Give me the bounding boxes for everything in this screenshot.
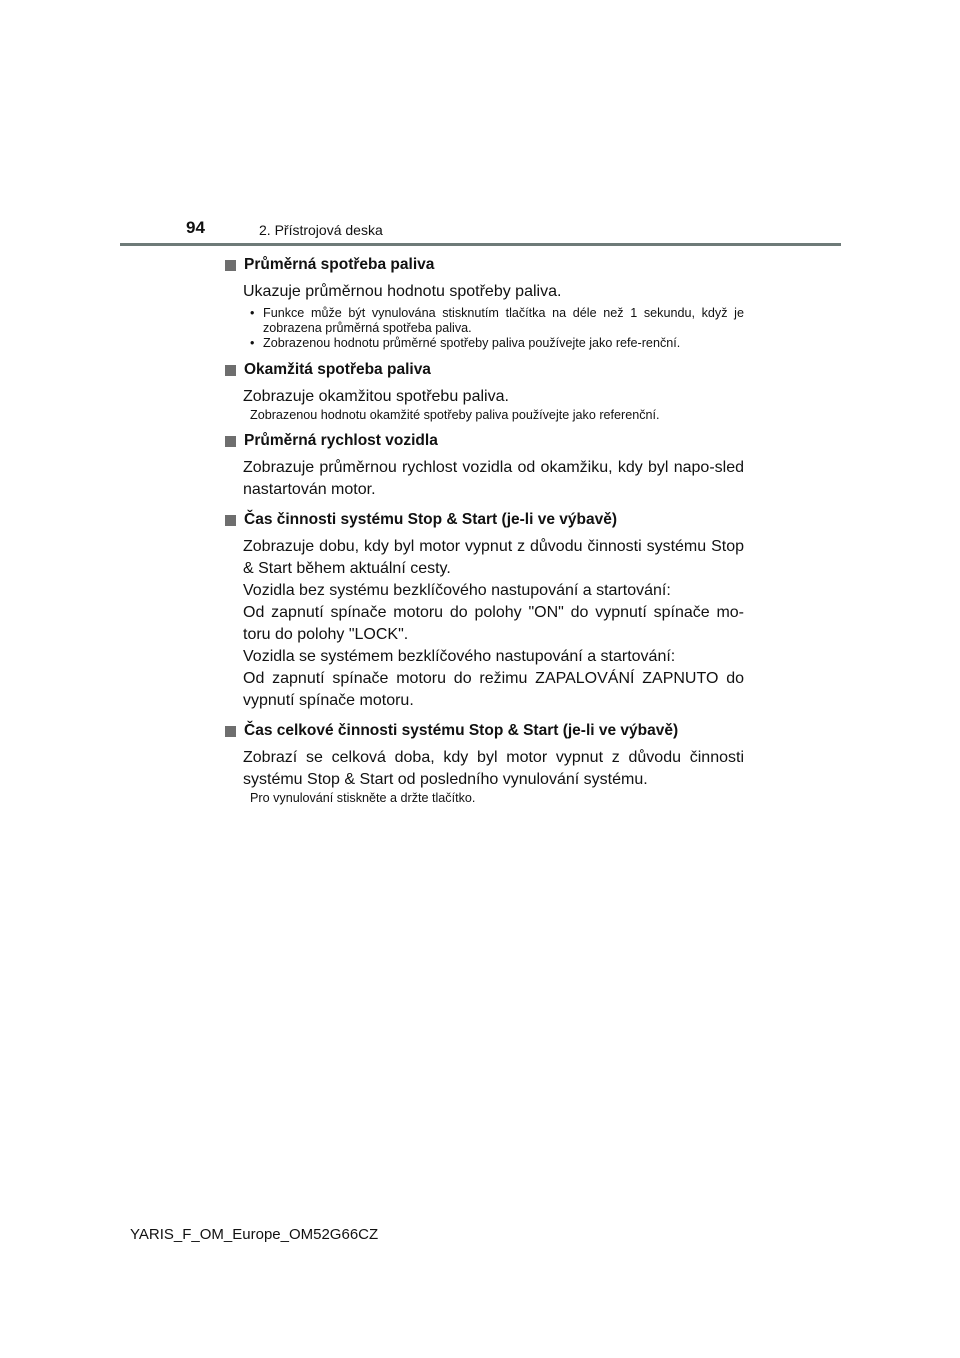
square-bullet-icon: [225, 515, 236, 526]
section-heading-text: Průměrná spotřeba paliva: [244, 256, 435, 273]
section-paragraph: Vozidla bez systému bezklíčového nastupování a startování:: [243, 582, 671, 599]
page-number: 94: [186, 218, 205, 237]
square-bullet-icon: [225, 260, 236, 271]
square-bullet-icon: [225, 726, 236, 737]
section-stop-start-time: [224, 509, 744, 712]
section-stop-start-total-time: [224, 720, 744, 806]
section-heading-text: Čas celkové činnosti systému Stop & Start (je-li ve výbavě): [244, 722, 679, 739]
section-paragraph: Zobrazuje průměrnou rychlost vozidla od okamžiku, kdy byl napo-sled nastartován motor.: [243, 459, 744, 498]
section-paragraph: Od zapnutí spínače motoru do polohy "ON" do vypnutí spínače mo-toru do polohy "LOCK".: [243, 604, 744, 643]
bullet-text: Funkce může být vynulována stisknutím tlačítka na déle než 1 sekundu, když je zobrazena průměrná spotřeba paliva.: [263, 306, 744, 335]
section-heading-text: Průměrná rychlost vozidla: [244, 432, 438, 449]
section-heading: [224, 359, 744, 381]
section-paragraph: Zobrazuje dobu, kdy byl motor vypnut z důvodu činnosti systému Stop & Start během aktuální cesty.: [243, 538, 744, 577]
section-paragraph: Zobrazí se celková doba, kdy byl motor vypnut z důvodu činnosti systému Stop & Start od posledního vynulování systému.: [243, 749, 744, 788]
section-heading: [224, 430, 744, 452]
bullet-dot-icon: •: [250, 306, 255, 320]
square-bullet-icon: [225, 436, 236, 447]
square-bullet-icon: [225, 365, 236, 376]
bullet-text: Zobrazenou hodnotu průměrné spotřeby paliva používejte jako refe-renční.: [263, 336, 681, 350]
section-heading-text: Čas činnosti systému Stop & Start (je-li ve výbavě): [244, 511, 617, 528]
header-rule: [120, 243, 841, 246]
footer-document-id: YARIS_F_OM_Europe_OM52G66CZ: [130, 1226, 379, 1243]
bullet-item: [250, 306, 744, 336]
section-heading: [224, 509, 744, 531]
bullet-dot-icon: •: [250, 336, 255, 350]
bullet-list: [250, 306, 744, 351]
section-paragraph: Ukazuje průměrnou hodnotu spotřeby paliva.: [243, 283, 562, 300]
section-paragraph: Vozidla se systémem bezklíčového nastupování a startování:: [243, 648, 676, 665]
section-average-speed: [224, 430, 744, 501]
section-average-fuel: [224, 254, 744, 351]
chapter-title: 2. Přístrojová deska: [259, 222, 383, 238]
section-heading: [224, 720, 744, 742]
page-content: [224, 254, 744, 806]
section-paragraph: Od zapnutí spínače motoru do režimu ZAPALOVÁNÍ ZAPNUTO do vypnutí spínače motoru.: [243, 670, 744, 709]
section-heading: [224, 254, 744, 276]
section-heading-text: Okamžitá spotřeba paliva: [244, 361, 431, 378]
section-instant-fuel: [224, 359, 744, 423]
section-paragraph: Zobrazuje okamžitou spotřebu paliva.: [243, 388, 509, 405]
section-note: Zobrazenou hodnotu okamžité spotřeby paliva používejte jako referenční.: [250, 408, 660, 422]
bullet-item: [250, 336, 744, 351]
section-note: Pro vynulování stiskněte a držte tlačítko.: [250, 791, 476, 805]
